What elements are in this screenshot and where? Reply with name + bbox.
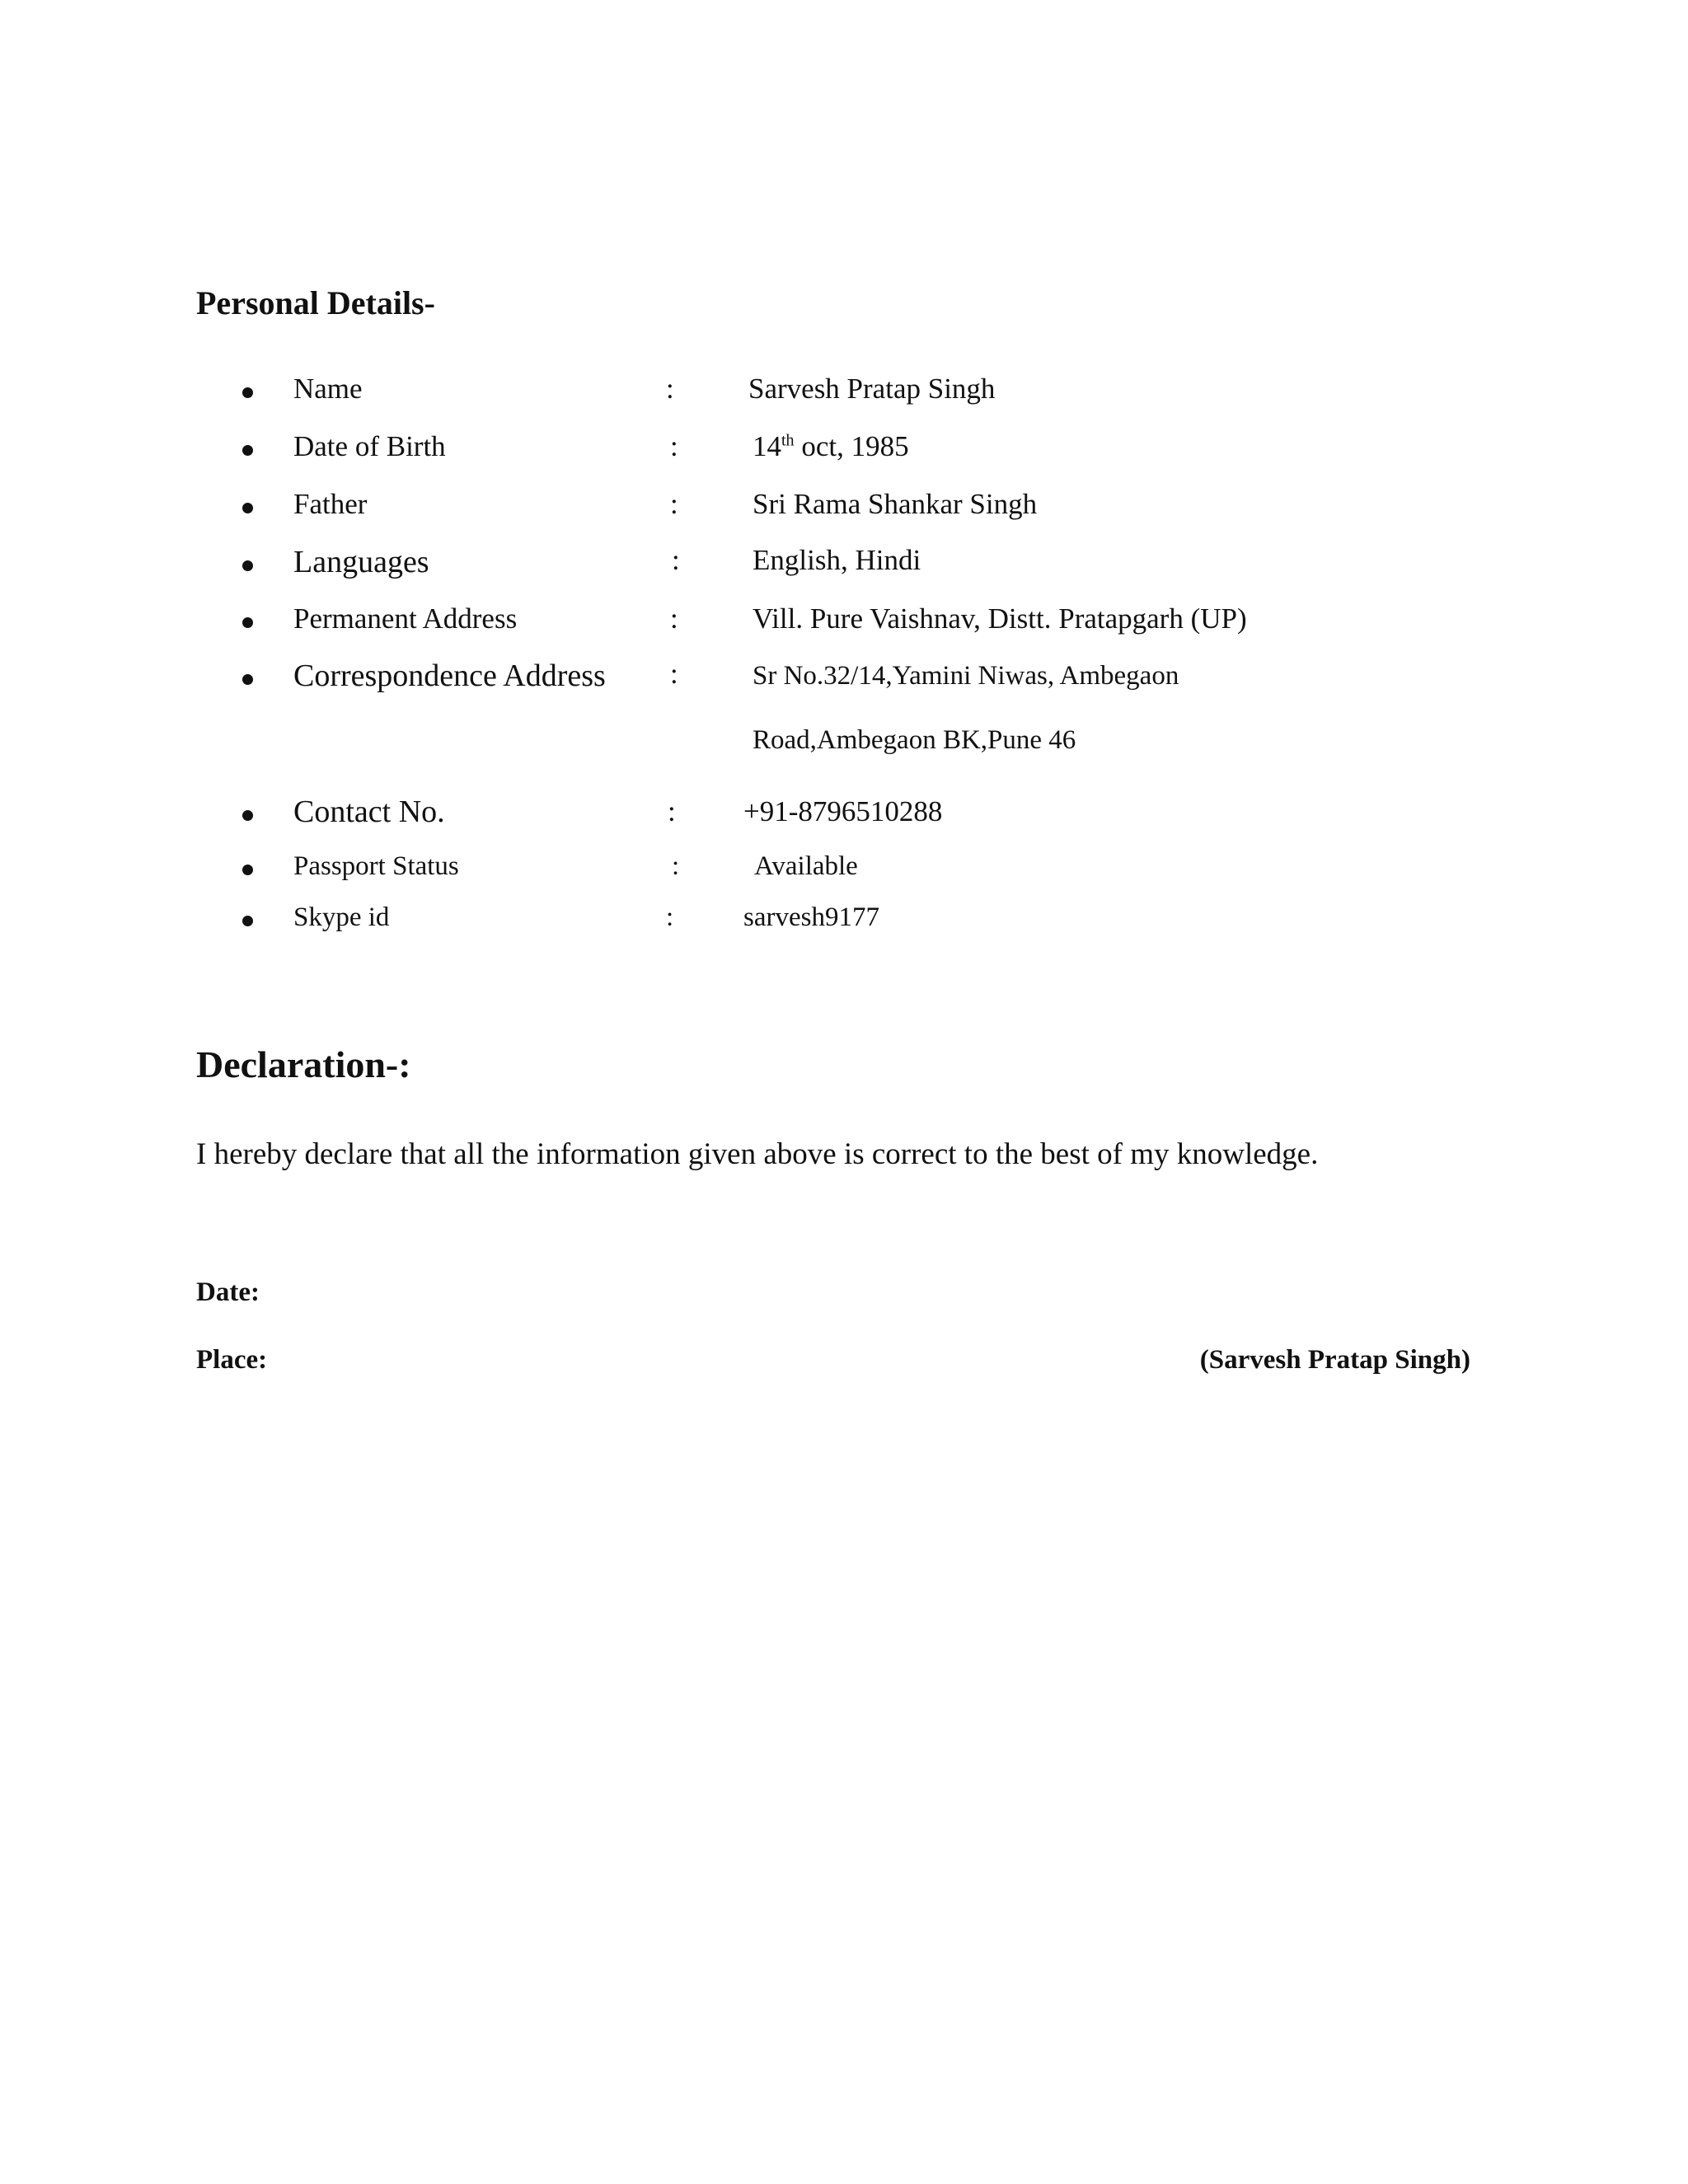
detail-label: Father — [293, 488, 368, 520]
detail-row-passport-status — [0, 851, 1688, 901]
detail-colon: : — [666, 902, 674, 932]
bullet-icon — [242, 560, 253, 571]
bullet-icon — [242, 387, 253, 398]
bullet-icon — [242, 810, 253, 821]
detail-colon: : — [666, 373, 674, 405]
detail-label: Passport Status — [293, 851, 459, 881]
detail-colon: : — [668, 795, 676, 827]
bullet-icon — [242, 503, 253, 513]
declaration-heading: Declaration-: — [196, 1043, 411, 1085]
dob-ordinal: th — [781, 431, 795, 450]
date-label: Date: — [196, 1277, 260, 1307]
bullet-icon — [242, 445, 253, 456]
detail-colon: : — [672, 544, 680, 576]
detail-label: Permanent Address — [293, 602, 518, 635]
personal-details-heading: Personal Details- — [196, 284, 435, 321]
detail-colon: : — [672, 851, 680, 881]
bullet-icon — [242, 674, 253, 685]
place-label: Place: — [196, 1345, 268, 1375]
detail-value: +91-8796510288 — [743, 795, 943, 827]
detail-label: Date of Birth — [293, 430, 446, 462]
bullet-icon — [242, 617, 253, 628]
detail-value — [753, 430, 909, 463]
detail-row-name — [0, 373, 1688, 422]
dob-day: 14 — [753, 430, 781, 462]
detail-value: Sri Rama Shankar Singh — [753, 488, 1038, 520]
detail-colon: : — [670, 658, 678, 690]
detail-row-date-of-birth — [0, 430, 1688, 480]
detail-value: Sarvesh Pratap Singh — [748, 373, 996, 405]
detail-value: Sr No.32/14,Yamini Niwas, Ambegaon — [753, 661, 1179, 691]
signature-name: (Sarvesh Pratap Singh) — [1199, 1345, 1470, 1375]
detail-colon: : — [670, 602, 678, 635]
detail-value: sarvesh9177 — [743, 902, 879, 932]
detail-colon: : — [670, 488, 678, 520]
detail-row-contact-no — [0, 794, 1688, 843]
detail-label: Correspondence Address — [293, 658, 606, 693]
detail-value: Vill. Pure Vaishnav, Distt. Pratapgarh (UP) — [753, 602, 1247, 635]
correspondence-address-line2: Road,Ambegaon BK,Pune 46 — [753, 725, 1076, 755]
bullet-icon — [242, 916, 253, 926]
detail-row-correspondence-address — [0, 658, 1688, 707]
detail-value: Available — [754, 851, 858, 881]
detail-label: Skype id — [293, 902, 390, 932]
detail-label: Contact No. — [293, 794, 445, 829]
detail-row-languages — [0, 544, 1688, 593]
dob-rest: oct, 1985 — [794, 430, 909, 462]
detail-label: Name — [293, 373, 363, 405]
declaration-text: I hereby declare that all the information given above is correct to the best of my knowledge. — [196, 1137, 1319, 1171]
detail-value: English, Hindi — [753, 544, 921, 576]
bullet-icon — [242, 865, 253, 875]
detail-row-father — [0, 488, 1688, 537]
detail-label: Languages — [293, 545, 429, 579]
detail-row-permanent-address — [0, 602, 1688, 652]
detail-row-skype-id — [0, 902, 1688, 952]
detail-colon: : — [670, 430, 678, 462]
